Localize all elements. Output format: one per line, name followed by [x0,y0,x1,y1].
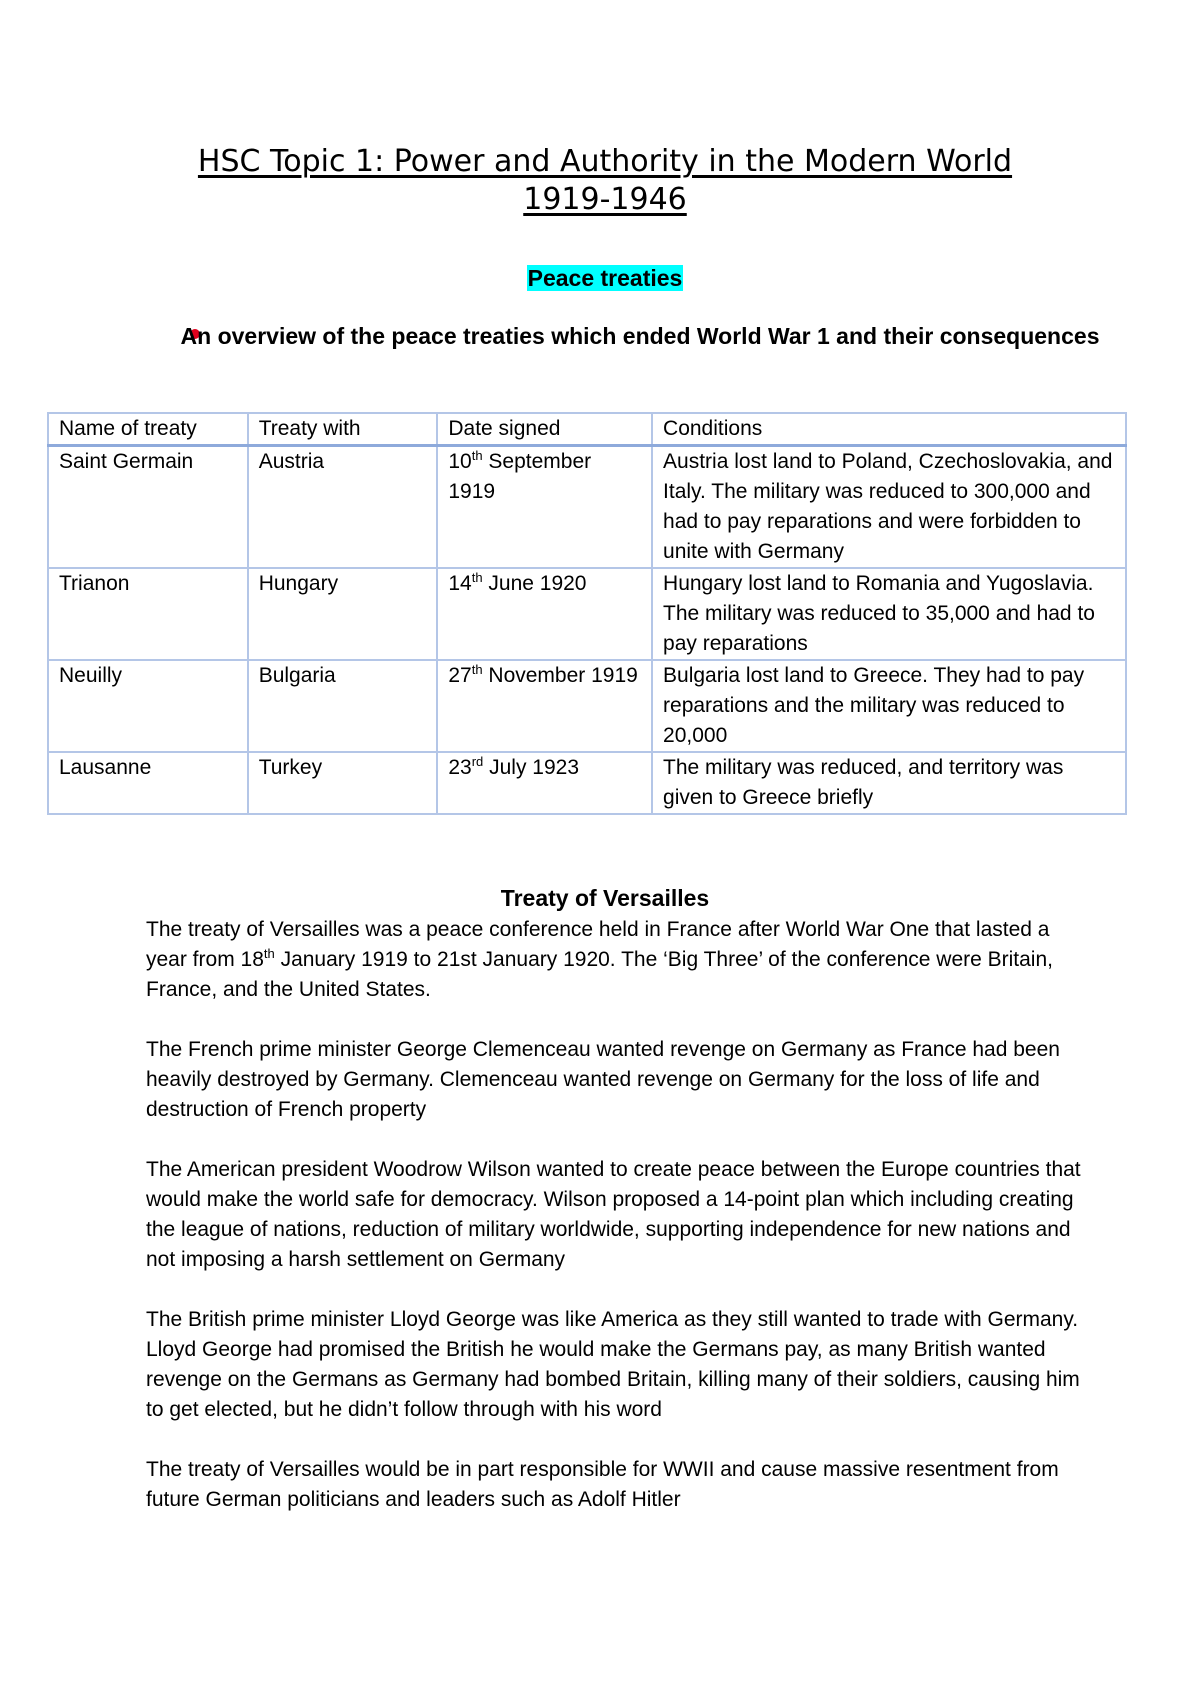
treaty-with-cell: Hungary [248,568,438,660]
conditions-cell: The military was reduced, and territory was given to Greece briefly [652,752,1126,814]
treaty-with-cell: Austria [248,446,438,569]
date-rest: September 1919 [448,450,592,503]
page-title-line-1: HSC Topic 1: Power and Authority in the Modern World [197,144,1013,179]
date-day: 27 [448,664,472,687]
header-conditions: Conditions [652,413,1126,446]
date-day: 23 [448,756,472,779]
date-suffix: th [471,570,483,585]
section-heading [0,262,1200,294]
table-row [48,568,1126,660]
treaty-with-cell: Turkey [248,752,438,814]
date-rest: July 1923 [483,756,580,779]
table-header-row [48,413,1126,446]
header-date-signed: Date signed [437,413,652,446]
treaty-with-cell: Bulgaria [248,660,438,752]
versailles-paragraph-5: The treaty of Versailles would be in part responsible for WWII and cause massive resentment from future German politicians and leaders such as Adolf Hitler [146,1458,1059,1511]
p1-text-after: January 1919 to 21st January 1920. The ‘Big Three’ of the conference were Britain, France, and the United States. [146,948,1053,1001]
versailles-paragraph-2: The French prime minister George Clemenceau wanted revenge on Germany as France had been heavily destroyed by Germany. Clemenceau wanted revenge on Germany for the loss of life and destruction of French property [146,1038,1060,1121]
p1-superscript: th [263,946,275,961]
overview-bullet-text: An overview of the peace treaties which ended World War 1 and their consequences [180,323,1100,349]
treaty-name-cell: Neuilly [48,660,248,752]
date-day: 10 [448,450,472,473]
versailles-paragraph-1 [146,915,1096,1005]
versailles-paragraph-3: The American president Woodrow Wilson wanted to create peace between the Europe countries that would make the world safe for democracy. Wilson proposed a 14-point plan which including creating the league of nations, reduction of military worldwide, supporting independence for new nations and not imposing a harsh settlement on Germany [146,1158,1081,1271]
treaty-name-cell: Trianon [48,568,248,660]
date-day: 14 [448,572,472,595]
date-signed-cell [437,752,652,814]
section-heading-highlight: Peace treaties [527,265,683,291]
date-signed-cell [437,568,652,660]
header-treaty-with: Treaty with [248,413,438,446]
treaty-name-cell: Lausanne [48,752,248,814]
versailles-paragraph-4: The British prime minister Lloyd George was like America as they still wanted to trade with Germany. Lloyd George had promised the British he would make the Germans pay, as many British wanted revenge on the Germans as Germany had bombed Britain, killing many of their soldiers, causing him to get elected, but he didn’t follow through with his word [146,1308,1080,1421]
versailles-heading: Treaty of Versailles [500,885,710,911]
header-name-of-treaty: Name of treaty [48,413,248,446]
conditions-cell: Austria lost land to Poland, Czechoslovakia, and Italy. The military was reduced to 300,000 and had to pay reparations and were forbidden to unite with Germany [652,446,1126,569]
date-suffix: th [471,662,483,677]
table-row [48,446,1126,569]
treaties-table [47,412,1127,815]
date-rest: November 1919 [482,664,638,687]
conditions-cell: Bulgaria lost land to Greece. They had to pay reparations and the military was reduced to 20,000 [652,660,1126,752]
table-row [48,660,1126,752]
table-row [48,752,1126,814]
date-suffix: th [471,448,483,463]
conditions-cell: Hungary lost land to Romania and Yugoslavia. The military was reduced to 35,000 and had to pay reparations [652,568,1126,660]
versailles-body [146,915,1096,1545]
p1-text-before: The treaty of Versailles was a peace conference held in France after World War One that lasted a year from 18 [146,918,1050,971]
date-signed-cell [437,446,652,569]
date-signed-cell [437,660,652,752]
treaty-name-cell: Saint Germain [48,446,248,569]
date-suffix: rd [471,754,484,769]
page-title-line-2: 1919-1946 [523,182,687,217]
page-title [0,143,1200,219]
date-rest: June 1920 [482,572,587,595]
